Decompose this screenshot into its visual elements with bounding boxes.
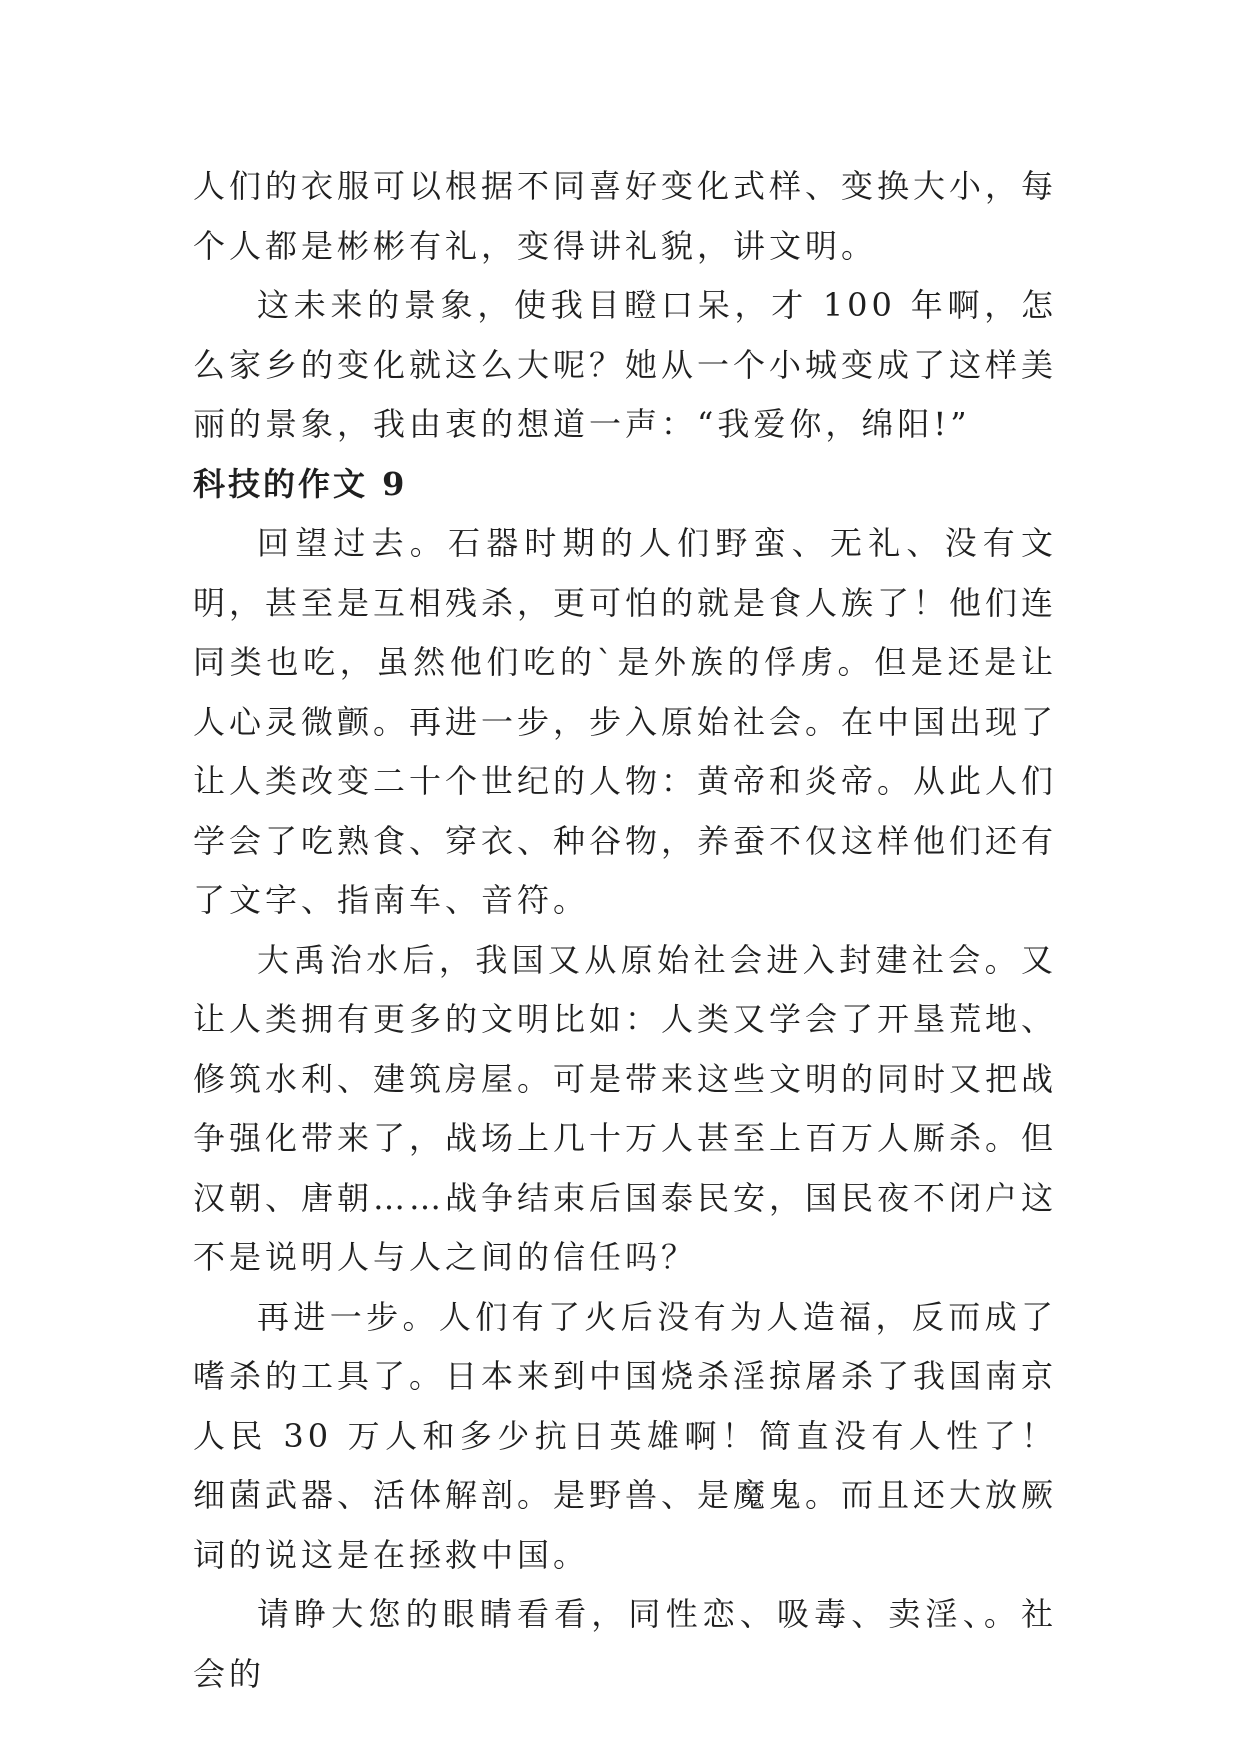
section-heading: 科技的作文 9 (193, 464, 408, 503)
paragraph: 人们的衣服可以根据不同喜好变化式样、变换大小，每个人都是彬彬有礼，变得讲礼貌，讲文明。 (193, 167, 1058, 265)
paragraph: 这未来的景象，使我目瞪口呆，才 100 年啊，怎么家乡的变化就这么大呢？她从一个小城变成了这样美丽的景象，我由衷的想道一声：“我爱你，绵阳!” (193, 286, 1058, 443)
paragraph: 再进一步。人们有了火后没有为人造福，反而成了嗜杀的工具了。日本来到中国烧杀淫掠屠杀了我国南京人民 30 万人和多少抗日英雄啊！简直没有人性了！细菌武器、活体解剖。是野兽、是魔鬼。而且还大放厥词的说这是在拯救中国。 (193, 1297, 1058, 1574)
paragraph: 回望过去。石器时期的人们野蛮、无礼、没有文明，甚至是互相残杀，更可怕的就是食人族了！他们连同类也吃，虽然他们吃的`是外族的俘虏。但是还是让人心灵微颤。再进一步，步入原始社会。在中国出现了让人类改变二十个世纪的人物：黄帝和炎帝。从此人们学会了吃熟食、穿衣、种谷物，养蚕不仅这样他们还有了文字、指南车、音符。 (193, 524, 1058, 919)
document-body (193, 157, 1057, 1704)
paragraph: 大禹治水后，我国又从原始社会进入封建社会。又让人类拥有更多的文明比如：人类又学会了开垦荒地、修筑水利、建筑房屋。可是带来这些文明的同时又把战争强化带来了，战场上几十万人甚至上百万人厮杀。但汉朝、唐朝……战争结束后国泰民安，国民夜不闭户这不是说明人与人之间的信任吗？ (193, 940, 1058, 1276)
paragraph: 请睁大您的眼睛看看，同性恋、吸毒、卖淫、。社会的 (193, 1595, 1057, 1693)
